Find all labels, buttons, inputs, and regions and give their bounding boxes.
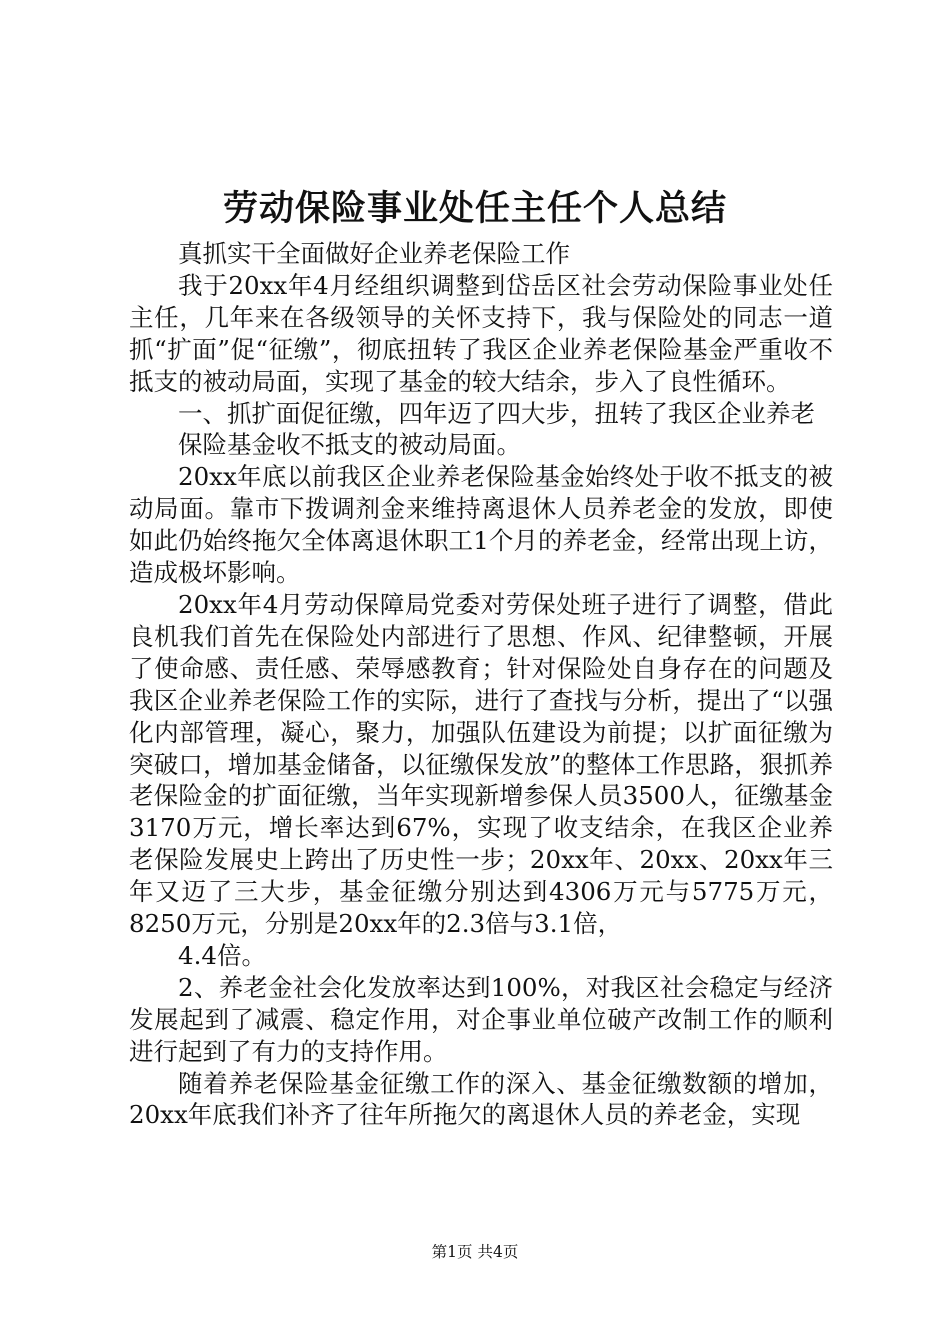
paragraph: 20xx年4月劳动保障局党委对劳保处班子进行了调整，借此良机我们首先在保险处内部进行了思想、作风、纪律整顿，开展了使命感、责任感、荣辱感教育；针对保险处自身存在的问题及我区企业养老保险工作的实际，进行了查找与分析，提出了“以强化内部管理，凝心，聚力，加强队伍建设为前提；以扩面征缴为突破口，增加基金储备，以征缴保发放”的整体工作思路，狠抓养老保险金的扩面征缴，当年实现新增参保人员3500人，征缴基金3170万元，增长率达到67%，实现了收支结余，在我区企业养老保险发展史上跨出了历史性一步；20xx年、20xx、20xx年三年又迈了三大步，基金征缴分别达到4306万元与5775万元，8250万元，分别是20xx年的2.3倍与3.1倍，	[129, 589, 833, 939]
paragraph: 真抓实干全面做好企业养老保险工作	[178, 239, 570, 268]
document-body	[129, 238, 833, 1131]
paragraph: 一、抓扩面促征缴，四年迈了四大步，扭转了我区企业养老	[178, 398, 815, 428]
page-number: 第1页 共4页	[431, 1243, 519, 1261]
paragraph: 20xx年底以前我区企业养老保险基金始终处于收不抵支的被动局面。靠市下拨调剂金来维持离退休人员养老金的发放，即使如此仍始终拖欠全体离退休职工1个月的养老金，经常出现上访，造成极坏影响。	[129, 462, 833, 588]
document-title: 劳动保险事业处任主任个人总结	[222, 188, 727, 229]
paragraph: 随着养老保险基金征缴工作的深入、基金征缴数额的增加，20xx年底我们补齐了往年所拖欠的离退休人员的养老金，实现	[129, 1068, 833, 1130]
page-footer	[0, 1242, 950, 1262]
paragraph: 我于20xx年4月经组织调整到岱岳区社会劳动保险事业处任主任，几年来在各级领导的关怀支持下，我与保险处的同志一道抓“扩面”促“征缴”，彻底扭转了我区企业养老保险基金严重收不抵支的被动局面，实现了基金的较大结余，步入了良性循环。	[129, 270, 833, 396]
paragraph: 4.4倍。	[178, 940, 266, 970]
paragraph: 保险基金收不抵支的被动局面。	[178, 430, 521, 460]
paragraph: 2、养老金社会化发放率达到100%，对我区社会稳定与经济发展起到了减震、稳定作用，对企事业单位破产改制工作的顺利进行起到了有力的支持作用。	[129, 972, 833, 1066]
